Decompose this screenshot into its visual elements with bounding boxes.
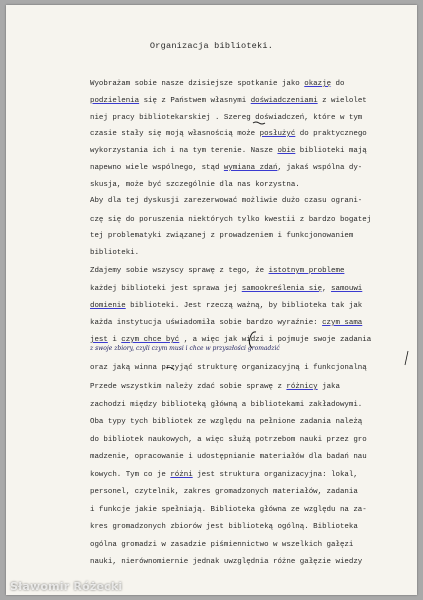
text-line: skusja, może być szczególnie dla nas korzystna.: [90, 181, 300, 189]
text-line: Zdajemy sobie wszyscy sprawę z tego, że istotnym probleme: [90, 267, 345, 275]
text-line: ogólna gromadzi w zasadzie piśmiennictwo w wszelkich gałęzi: [90, 541, 354, 549]
text-line: jest i czym chce być , a więc jak widzi i pojmuje swoje zadania: [90, 336, 372, 344]
text-line: każda instytucja uświadomiła sobie bardzo wyraźnie: czym sama: [90, 319, 363, 327]
watermark-signature: Sławomir Różecki: [10, 580, 123, 593]
text-line: niej pracy bibliotekarskiej . Szereg doświadczeń, które w tym: [90, 114, 363, 122]
text-line: biblioteki.: [90, 249, 140, 257]
text-line: domienie biblioteki. Jest rzeczą ważną, by biblioteka tak jak: [90, 302, 363, 310]
text-line: czę się do poruszenia niektórych tylko kwestii z bardzo bogatej: [90, 216, 372, 224]
text-line: Przede wszystkim należy zdać sobie sprawę z różnicy jaka: [90, 383, 340, 391]
text-line: czasie stały się moją własnością może posłużyć do praktycznego: [90, 130, 367, 138]
text-line: personel, czytelnik, zakres gromadzonych materiałów, zadania: [90, 488, 358, 496]
text-line: Aby dla tej dyskusji zarezerwować możliwie dużo czasu ograni-: [90, 197, 363, 205]
text-line: podzielenia się z Państwem własnymi doświadczeniami z wielolet: [90, 97, 367, 105]
text-line: napewno wiele wspólnego, stąd wymiana zdań, jakaś wspólna dy-: [90, 164, 363, 172]
text-line: nauki, nierównomiernie jednak uwzględnia różne gałęzie wiedzy: [90, 558, 363, 566]
page-title: Organizacja biblioteki.: [149, 41, 274, 51]
text-line: oraz jaką winna przyjąć strukturę organizacyjną i funkcjonalną: [90, 364, 367, 372]
text-line: kres gromadzonych zbiorów jest biblioteką ogólną. Biblioteka: [90, 523, 358, 531]
text-line: każdej biblioteki jest sprawa jej samookreślenia się, samouwi: [90, 285, 363, 293]
text-line: kowych. Tym co je różni jest struktura organizacyjna: lokal,: [90, 471, 358, 479]
text-line: tej problematyki związanej z prowadzeniem i funkcjonowaniem: [90, 232, 354, 240]
text-line: Oba typy tych bibliotek ze względu na pełnione zadania należą: [90, 418, 363, 426]
text-line: i funkcje jakie spełniają. Biblioteka główna ze względu na za-: [90, 506, 367, 514]
text-line: wykorzystania ich i na tym terenie. Nasze obie biblioteki mają: [90, 147, 367, 155]
text-line: madzenie, opracowanie i udostępnianie materiałów dla badań nau: [90, 453, 367, 461]
text-line: Wyobrażam sobie nasze dzisiejsze spotkanie jako okazję do: [90, 80, 345, 88]
handwritten-annotation: z swoje zbiory, czyli czym musi i chce w przyszłości gromadzić: [90, 345, 280, 352]
text-line: zachodzi między biblioteką główną a bibliotekami zakładowymi.: [90, 401, 363, 409]
text-line: do bibliotek naukowych, a więc służą potrzebom nauki przez gro: [90, 436, 367, 444]
document-page: [6, 5, 417, 595]
